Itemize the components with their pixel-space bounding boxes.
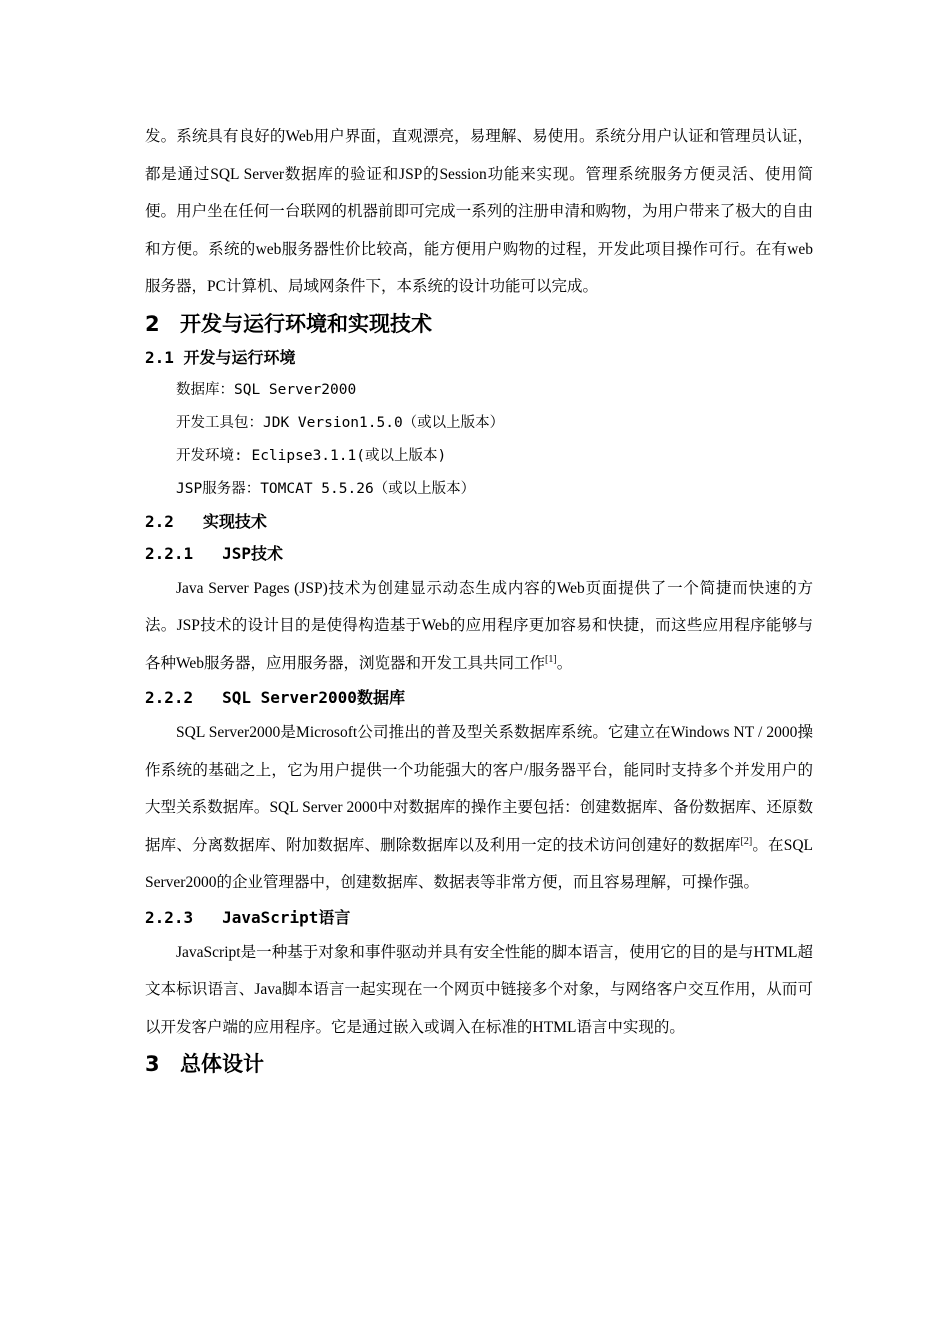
section-2-2-3-heading xyxy=(145,902,813,934)
jsp-paragraph-text: Java Server Pages (JSP)技术为创建显示动态生成内容的Web页面提供了一个简捷而快速的方法。JSP技术的设计目的是使得构造基于Web的应用程序更加容易和快捷，而这些应用程序能够与各种Web服务器，应用服务器，浏览器和开发工具共同工作 xyxy=(145,579,813,672)
section-2-2-heading xyxy=(145,506,813,538)
intro-paragraph: 发。系统具有良好的Web用户界面，直观漂亮，易理解、易使用。系统分用户认证和管理员认证，都是通过SQL Server数据库的验证和JSP的Session功能来实现。管理系统服务方便灵活、使用简便。用户坐在任何一台联网的机器前即可完成一系列的注册申清和购物，为用户带来了极大的自由和方便。系统的web服务器性价比较高，能方便用户购物的过程，开发此项目操作可行。在有web服务器，PC计算机、局域网条件下，本系统的设计功能可以完成。 xyxy=(145,128,813,295)
section-2-2-1-title: JSP技术 xyxy=(222,543,283,563)
section-2-1-heading xyxy=(145,342,813,374)
section-2-2-1-number: 2.2.1 xyxy=(145,543,194,563)
section-2-1-number: 2.1 xyxy=(145,347,174,367)
section-3-number: 3 xyxy=(145,1052,160,1076)
section-2-2-1-heading xyxy=(145,538,813,570)
document-body xyxy=(145,118,813,1082)
section-3-heading xyxy=(145,1046,813,1082)
sqlserver-paragraph-text-b: 。在SQL Server2000的企业管理器中，创建数据库、数据表等非常方便，而且容易理解，可操作强。 xyxy=(145,836,813,891)
section-3-title: 总体设计 xyxy=(180,1052,264,1076)
jsp-paragraph-end: 。 xyxy=(556,654,573,672)
section-2-2-number: 2.2 xyxy=(145,511,174,531)
env-database: 数据库：SQL Server2000 xyxy=(176,381,357,398)
section-2-1-title: 开发与运行环境 xyxy=(183,347,296,367)
env-jdk: 开发工具包：JDK Version1.5.0（或以上版本） xyxy=(176,414,505,431)
section-2-2-title: 实现技术 xyxy=(202,511,267,531)
section-2-2-3-title: JavaScript语言 xyxy=(222,907,351,927)
javascript-paragraph: JavaScript是一种基于对象和事件驱动并具有安全性能的脚本语言，使用它的目的是与HTML超文本标识语言、Java脚本语言一起实现在一个网页中链接多个对象，与网络客户交互作用，从而可以开发客户端的应用程序。它是通过嵌入或调入在标准的HTML语言中实现的。 xyxy=(145,943,813,1036)
section-2-number: 2 xyxy=(145,311,160,336)
section-2-2-2-heading xyxy=(145,682,813,714)
section-2-2-3-number: 2.2.3 xyxy=(145,907,194,927)
section-2-2-2-title: SQL Server2000数据库 xyxy=(222,688,405,707)
citation-1: [1] xyxy=(545,653,557,665)
section-2-heading xyxy=(145,306,813,342)
sqlserver-paragraph-text-a: SQL Server2000是Microsoft公司推出的普及型关系数据库系统。它建立在Windows NT / 2000操作系统的基础之上，它为用户提供一个功能强大的客户/服务器平台，能同时支持多个并发用户的大型关系数据库。SQL Server 2000中对数据库的操作主要包括：创建数据库、备份数据库、还原数据库、分离数据库、附加数据库、删除数据库以及利用一定的技术访问创建好的数据库 xyxy=(145,724,813,854)
jsp-paragraph xyxy=(145,570,813,683)
sqlserver-paragraph xyxy=(145,714,813,902)
section-2-title: 开发与运行环境和实现技术 xyxy=(180,311,432,336)
env-ide: 开发环境: Eclipse3.1.1(或以上版本) xyxy=(176,447,447,464)
citation-2: [2] xyxy=(740,835,753,847)
section-2-2-2-number: 2.2.2 xyxy=(145,688,194,707)
env-jsp-server: JSP服务器：TOMCAT 5.5.26（或以上版本） xyxy=(176,480,476,497)
